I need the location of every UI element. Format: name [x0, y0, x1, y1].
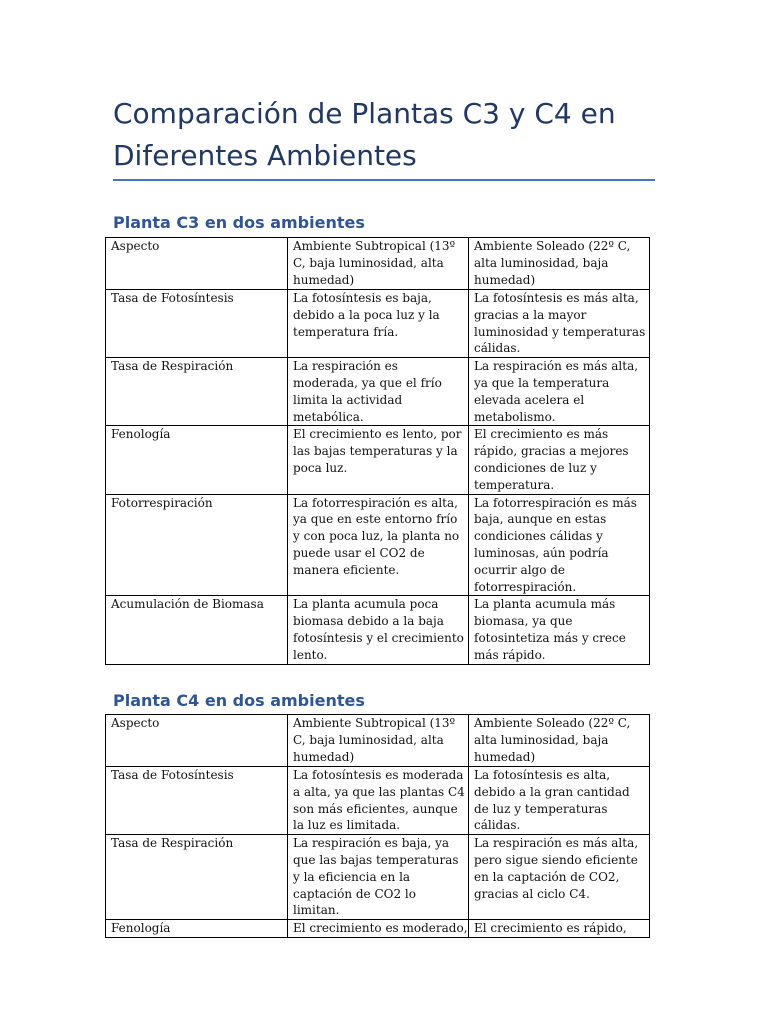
table-row	[106, 715, 650, 767]
table-cell: La planta acumula más biomasa, ya que fotosintetiza más y crece más rápido.	[469, 596, 650, 664]
table-cell: Ambiente Soleado (22º C, alta luminosidad, baja humedad)	[469, 238, 650, 290]
table-cell: La fotosíntesis es moderada a alta, ya que las plantas C4 son más eficientes, aunque la luz es limitada.	[288, 767, 469, 835]
table-cell: La fotosíntesis es alta, debido a la gran cantidad de luz y temperaturas cálidas.	[469, 767, 650, 835]
table-cell: Acumulación de Biomasa	[106, 596, 288, 664]
table-row	[106, 494, 650, 596]
table-row	[106, 358, 650, 426]
table-row	[106, 596, 650, 664]
section-heading-c4: Planta C4 en dos ambientes	[113, 691, 365, 710]
table-cell: Ambiente Subtropical (13º C, baja luminosidad, alta humedad)	[288, 715, 469, 767]
table-cell: La planta acumula poca biomasa debido a la baja fotosíntesis y el crecimiento lento.	[288, 596, 469, 664]
comparison-table-c3	[105, 237, 650, 665]
section-heading-c3: Planta C3 en dos ambientes	[113, 213, 365, 232]
table-cell: Fenología	[106, 920, 288, 938]
table-cell: Tasa de Respiración	[106, 358, 288, 426]
table-cell: Aspecto	[106, 238, 288, 290]
table-row	[106, 290, 650, 358]
table-cell: El crecimiento es lento, por las bajas temperaturas y la poca luz.	[288, 426, 469, 494]
table-cell: La fotosíntesis es más alta, gracias a la mayor luminosidad y temperaturas cálidas.	[469, 290, 650, 358]
table-cell: El crecimiento es más rápido, gracias a mejores condiciones de luz y temperatura.	[469, 426, 650, 494]
table-cell: Tasa de Fotosíntesis	[106, 767, 288, 835]
table-cell: La respiración es baja, ya que las bajas temperaturas y la eficiencia en la captación de CO2 lo limitan.	[288, 835, 469, 920]
table-row	[106, 767, 650, 835]
table-row	[106, 835, 650, 920]
table-cell: La fotorrespiración es alta, ya que en este entorno frío y con poca luz, la planta no puede usar el CO2 de manera eficiente.	[288, 494, 469, 596]
table-row	[106, 426, 650, 494]
table-cell: Fotorrespiración	[106, 494, 288, 596]
table-cell: La fotosíntesis es baja, debido a la poca luz y la temperatura fría.	[288, 290, 469, 358]
table-cell: Ambiente Soleado (22º C, alta luminosidad, baja humedad)	[469, 715, 650, 767]
table-cell: Tasa de Respiración	[106, 835, 288, 920]
document-title: Comparación de Plantas C3 y C4 en Diferentes Ambientes	[113, 97, 616, 172]
table-cell: La respiración es moderada, ya que el frío limita la actividad metabólica.	[288, 358, 469, 426]
table-cell: La respiración es más alta, ya que la temperatura elevada acelera el metabolismo.	[469, 358, 650, 426]
table-cell: Ambiente Subtropical (13º C, baja luminosidad, alta humedad)	[288, 238, 469, 290]
table-cell: Aspecto	[106, 715, 288, 767]
comparison-table-c4	[105, 714, 650, 938]
table-cell: Fenología	[106, 426, 288, 494]
table-row	[106, 238, 650, 290]
table-row	[106, 920, 650, 938]
table-cell: La respiración es más alta, pero sigue siendo eficiente en la captación de CO2, gracias al ciclo C4.	[469, 835, 650, 920]
table-cell: El crecimiento es moderado,	[288, 920, 469, 938]
table-cell: La fotorrespiración es más baja, aunque en estas condiciones cálidas y luminosas, aún podría ocurrir algo de fotorrespiración.	[469, 494, 650, 596]
table-cell: Tasa de Fotosíntesis	[106, 290, 288, 358]
table-cell: El crecimiento es rápido,	[469, 920, 650, 938]
title-underline	[113, 179, 655, 181]
